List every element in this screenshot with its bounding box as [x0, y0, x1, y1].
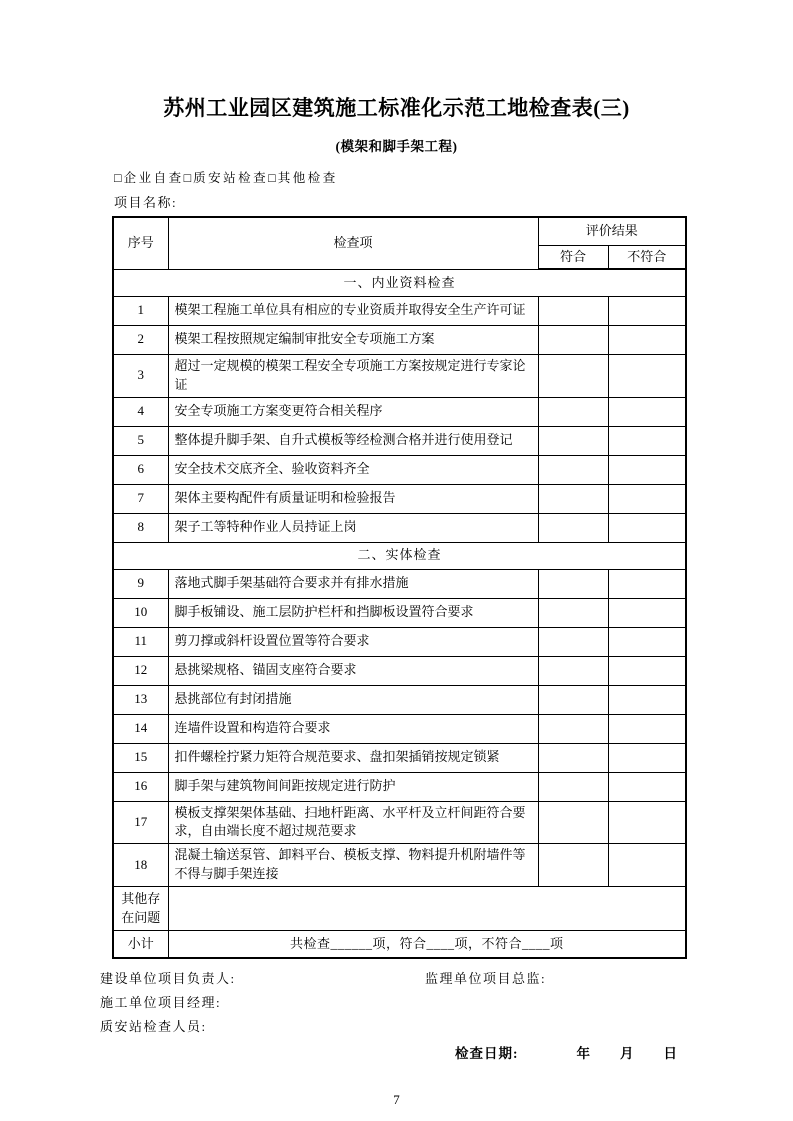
- check-item: 架子工等特种作业人员持证上岗: [168, 513, 538, 542]
- owner-signature-label: 建设单位项目负责人:: [100, 971, 236, 987]
- other-issues-label: 其他存在问题: [113, 886, 168, 930]
- row-number: 5: [113, 426, 168, 455]
- row-number: 6: [113, 455, 168, 484]
- pass-cell: [538, 743, 608, 772]
- row-number: 3: [113, 354, 168, 397]
- check-item: 安全技术交底齐全、验收资料齐全: [168, 455, 538, 484]
- check-item: 架体主要构配件有质量证明和检验报告: [168, 484, 538, 513]
- row-number: 8: [113, 513, 168, 542]
- table-row: [113, 513, 686, 542]
- table-row: [113, 772, 686, 801]
- fail-cell: [608, 513, 686, 542]
- fail-cell: [608, 656, 686, 685]
- check-item: 模架工程施工单位具有相应的专业资质并取得安全生产许可证: [168, 296, 538, 325]
- fail-cell: [608, 397, 686, 426]
- pass-cell: [538, 656, 608, 685]
- check-type-option: [184, 171, 269, 185]
- table-header-row: [113, 217, 686, 245]
- table-row: [113, 455, 686, 484]
- check-item: 安全专项施工方案变更符合相关程序: [168, 397, 538, 426]
- subtotal-label: 小计: [113, 930, 168, 958]
- row-number: 9: [113, 569, 168, 598]
- fail-cell: [608, 714, 686, 743]
- supervisor-signature-label: 监理单位项目总监:: [425, 971, 547, 987]
- row-number: 4: [113, 397, 168, 426]
- pass-cell: [538, 627, 608, 656]
- check-item: 脚手板铺设、施工层防护栏杆和挡脚板设置符合要求: [168, 598, 538, 627]
- check-item: 超过一定规模的模架工程安全专项施工方案按规定进行专家论证: [168, 354, 538, 397]
- table-row: [113, 627, 686, 656]
- contractor-signature-label: 施工单位项目经理:: [100, 995, 222, 1011]
- pass-cell: [538, 801, 608, 844]
- pass-cell: [538, 772, 608, 801]
- table-row: [113, 569, 686, 598]
- document-content: [100, 94, 693, 1066]
- check-item: 剪刀撑或斜杆设置位置等符合要求: [168, 627, 538, 656]
- inspection-date-line: 检查日期: 年 月 日: [455, 1046, 678, 1062]
- check-item: 整体提升脚手架、自升式模板等经检测合格并进行使用登记: [168, 426, 538, 455]
- signature-line: [100, 991, 693, 1015]
- inspector-signature-label: 质安站检查人员:: [100, 1019, 207, 1035]
- table-row: [113, 714, 686, 743]
- fail-cell: [608, 325, 686, 354]
- fail-cell: [608, 772, 686, 801]
- pass-cell: [538, 296, 608, 325]
- fail-cell: [608, 598, 686, 627]
- fail-cell: [608, 354, 686, 397]
- section-title: 二、实体检查: [113, 542, 686, 569]
- check-item: 模架工程按照规定编制审批安全专项施工方案: [168, 325, 538, 354]
- table-row: [113, 598, 686, 627]
- check-item: 落地式脚手架基础符合要求并有排水措施: [168, 569, 538, 598]
- row-number: 10: [113, 598, 168, 627]
- checkbox-icon: □: [114, 171, 122, 185]
- subtotal-text: 共检查______项，符合____项，不符合____项: [168, 930, 686, 958]
- fail-cell: [608, 455, 686, 484]
- row-number: 12: [113, 656, 168, 685]
- fail-cell: [608, 569, 686, 598]
- other-issues-row: [113, 886, 686, 930]
- row-number: 15: [113, 743, 168, 772]
- pass-cell: [538, 714, 608, 743]
- section-title: 一、内业资料检查: [113, 269, 686, 296]
- row-number: 18: [113, 844, 168, 887]
- check-type-label: 其他检查: [277, 171, 338, 185]
- table-row: [113, 844, 686, 887]
- check-item: 脚手架与建筑物间间距按规定进行防护: [168, 772, 538, 801]
- pass-cell: [538, 455, 608, 484]
- table-row: [113, 656, 686, 685]
- table-row: [113, 426, 686, 455]
- signature-line: [100, 1015, 693, 1039]
- checkbox-icon: □: [183, 171, 192, 185]
- page-subtitle: (模架和脚手架工程): [335, 139, 458, 154]
- subtotal-row: [113, 930, 686, 958]
- pass-cell: [538, 685, 608, 714]
- inspection-table: [112, 216, 687, 959]
- check-type-label: 质安站检查: [193, 171, 269, 185]
- check-item: 悬挑梁规格、锚固支座符合要求: [168, 656, 538, 685]
- check-item: 连墙件设置和构造符合要求: [168, 714, 538, 743]
- table-row: [113, 296, 686, 325]
- signature-line: [100, 967, 693, 991]
- row-number: 16: [113, 772, 168, 801]
- page-number: 7: [393, 1092, 400, 1107]
- other-issues-cell: [168, 886, 686, 930]
- fail-cell: [608, 296, 686, 325]
- table-row: [113, 484, 686, 513]
- row-number: 14: [113, 714, 168, 743]
- row-number: 1: [113, 296, 168, 325]
- check-item: 悬挑部位有封闭措施: [168, 685, 538, 714]
- row-number: 11: [113, 627, 168, 656]
- pass-cell: [538, 484, 608, 513]
- header-check-item: 检查项: [168, 217, 538, 269]
- fail-cell: [608, 627, 686, 656]
- page-title: 苏州工业园区建筑施工标准化示范工地检查表(三): [163, 96, 630, 120]
- fail-cell: [608, 484, 686, 513]
- table-row: [113, 685, 686, 714]
- table-row: [113, 354, 686, 397]
- section-row-physical: [113, 542, 686, 569]
- row-number: 2: [113, 325, 168, 354]
- project-name-label: 项目名称:: [114, 195, 178, 210]
- pass-cell: [538, 844, 608, 887]
- check-item: 扣件螺栓拧紧力矩符合规范要求、盘扣架插销按规定锁紧: [168, 743, 538, 772]
- table-row: [113, 801, 686, 844]
- header-result: 评价结果: [538, 217, 686, 245]
- pass-cell: [538, 354, 608, 397]
- check-item: 模板支撑架架体基础、扫地杆距离、水平杆及立杆间距符合要求，自由端长度不超过规范要求: [168, 801, 538, 844]
- table-row: [113, 397, 686, 426]
- fail-cell: [608, 685, 686, 714]
- check-type-line: [114, 168, 693, 186]
- check-item: 混凝土输送泵管、卸料平台、模板支撑、物料提升机附墙件等不得与脚手架连接: [168, 844, 538, 887]
- pass-cell: [538, 426, 608, 455]
- fail-cell: [608, 426, 686, 455]
- pass-cell: [538, 325, 608, 354]
- check-type-option: [114, 171, 184, 185]
- fail-cell: [608, 844, 686, 887]
- pass-cell: [538, 598, 608, 627]
- row-number: 7: [113, 484, 168, 513]
- row-number: 13: [113, 685, 168, 714]
- header-fail: 不符合: [608, 245, 686, 269]
- fail-cell: [608, 743, 686, 772]
- pass-cell: [538, 569, 608, 598]
- fail-cell: [608, 801, 686, 844]
- check-type-option: [268, 171, 338, 185]
- pass-cell: [538, 397, 608, 426]
- header-index: 序号: [113, 217, 168, 269]
- check-type-label: 企业自查: [123, 171, 184, 185]
- table-row: [113, 743, 686, 772]
- section-row-documents: [113, 269, 686, 296]
- row-number: 17: [113, 801, 168, 844]
- header-pass: 符合: [538, 245, 608, 269]
- pass-cell: [538, 513, 608, 542]
- table-row: [113, 325, 686, 354]
- checkbox-icon: □: [268, 171, 276, 185]
- signature-block: [100, 967, 693, 1066]
